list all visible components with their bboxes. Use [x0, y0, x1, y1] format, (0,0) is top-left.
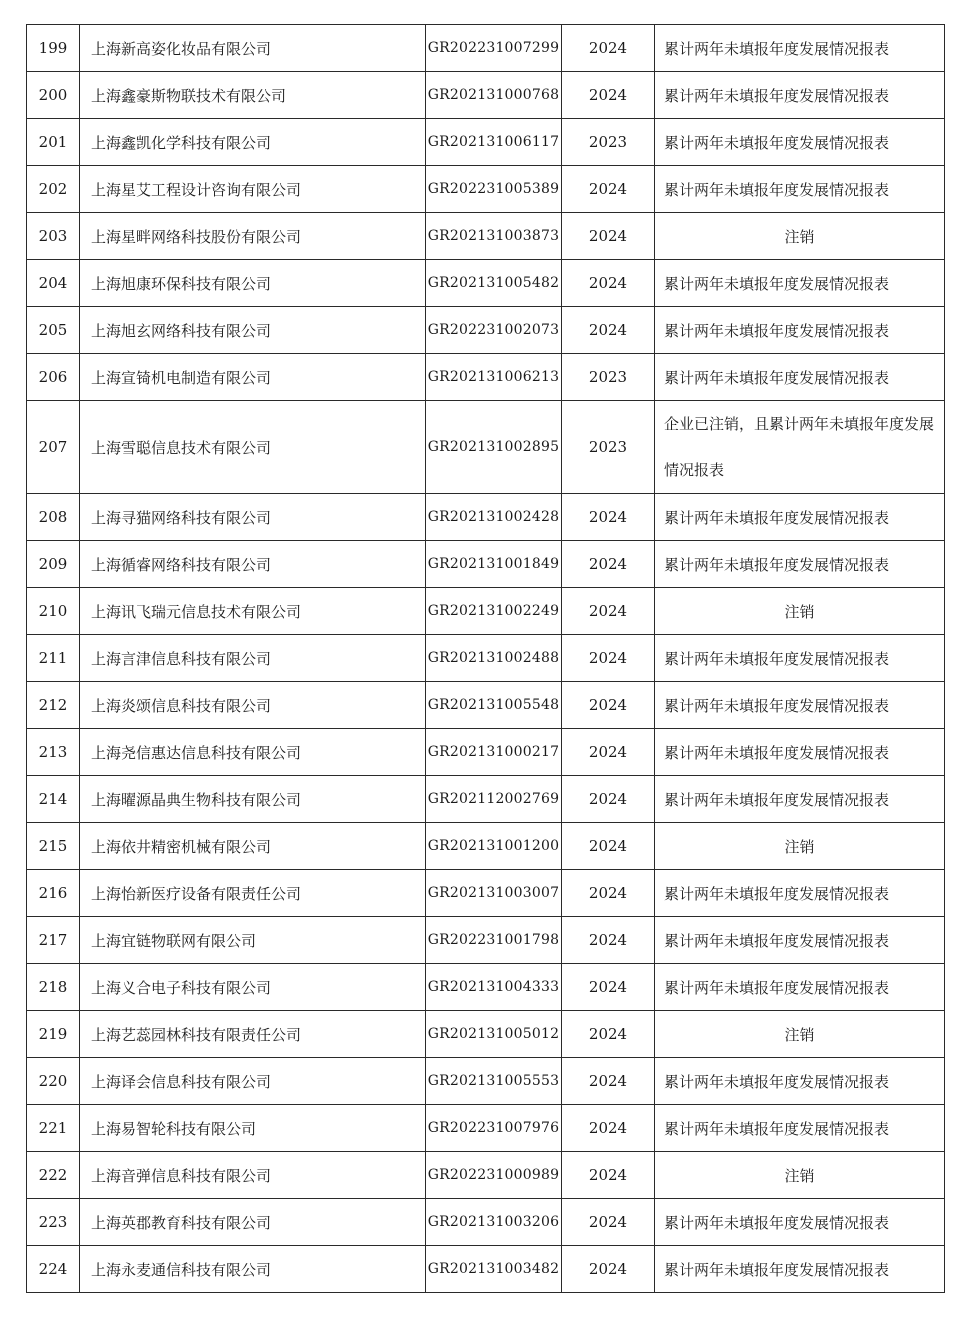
reason: 累计两年未填报年度发展情况报表: [655, 917, 945, 964]
year: 2024: [562, 823, 655, 870]
table-row: [27, 166, 945, 213]
company-name: 上海英郡教育科技有限公司: [80, 1199, 426, 1246]
year: 2024: [562, 1058, 655, 1105]
year: 2024: [562, 870, 655, 917]
reason: 累计两年未填报年度发展情况报表: [655, 964, 945, 1011]
row-number: 203: [27, 213, 80, 260]
table-row: [27, 870, 945, 917]
year: 2024: [562, 25, 655, 72]
document-page: [26, 24, 944, 1293]
reason: 累计两年未填报年度发展情况报表: [655, 635, 945, 682]
table-row: [27, 354, 945, 401]
reason: 累计两年未填报年度发展情况报表: [655, 494, 945, 541]
reason: 注销: [655, 1011, 945, 1058]
company-name: 上海宜链物联网有限公司: [80, 917, 426, 964]
company-name: 上海旭康环保科技有限公司: [80, 260, 426, 307]
table-row: [27, 494, 945, 541]
company-name: 上海星艾工程设计咨询有限公司: [80, 166, 426, 213]
row-number: 214: [27, 776, 80, 823]
year: 2024: [562, 541, 655, 588]
year: 2024: [562, 1011, 655, 1058]
row-number: 215: [27, 823, 80, 870]
row-number: 220: [27, 1058, 80, 1105]
row-number: 211: [27, 635, 80, 682]
certificate-number: GR202131004333: [426, 964, 562, 1011]
certificate-number: GR202112002769: [426, 776, 562, 823]
row-number: 212: [27, 682, 80, 729]
reason: 累计两年未填报年度发展情况报表: [655, 1246, 945, 1293]
reason: 企业已注销，且累计两年未填报年度发展情况报表: [655, 401, 945, 494]
table-row: [27, 588, 945, 635]
row-number: 205: [27, 307, 80, 354]
reason: 注销: [655, 823, 945, 870]
year: 2024: [562, 729, 655, 776]
table-row: [27, 119, 945, 166]
reason: 累计两年未填报年度发展情况报表: [655, 682, 945, 729]
reason: 注销: [655, 588, 945, 635]
row-number: 218: [27, 964, 80, 1011]
certificate-number: GR202131003482: [426, 1246, 562, 1293]
certificate-number: GR202231002073: [426, 307, 562, 354]
table-row: [27, 964, 945, 1011]
year: 2024: [562, 213, 655, 260]
reason: 累计两年未填报年度发展情况报表: [655, 354, 945, 401]
reason: 注销: [655, 1152, 945, 1199]
year: 2024: [562, 166, 655, 213]
certificate-number: GR202131005012: [426, 1011, 562, 1058]
year: 2024: [562, 1152, 655, 1199]
company-name: 上海炎颂信息科技有限公司: [80, 682, 426, 729]
company-name: 上海宣锜机电制造有限公司: [80, 354, 426, 401]
year: 2023: [562, 401, 655, 494]
company-name: 上海易智轮科技有限公司: [80, 1105, 426, 1152]
row-number: 207: [27, 401, 80, 494]
company-name: 上海寻猫网络科技有限公司: [80, 494, 426, 541]
year: 2024: [562, 1199, 655, 1246]
certificate-number: GR202131006117: [426, 119, 562, 166]
table-row: [27, 401, 945, 494]
year: 2024: [562, 1105, 655, 1152]
year: 2024: [562, 682, 655, 729]
company-name: 上海讯飞瑞元信息技术有限公司: [80, 588, 426, 635]
certificate-number: GR202131005548: [426, 682, 562, 729]
certificate-number: GR202131001200: [426, 823, 562, 870]
reason: 累计两年未填报年度发展情况报表: [655, 119, 945, 166]
year: 2024: [562, 260, 655, 307]
certificate-number: GR202131003206: [426, 1199, 562, 1246]
table-row: [27, 635, 945, 682]
row-number: 199: [27, 25, 80, 72]
row-number: 222: [27, 1152, 80, 1199]
table-row: [27, 260, 945, 307]
row-number: 204: [27, 260, 80, 307]
table-row: [27, 729, 945, 776]
company-name: 上海依井精密机械有限公司: [80, 823, 426, 870]
certificate-number: GR202131001849: [426, 541, 562, 588]
certificate-number: GR202231005389: [426, 166, 562, 213]
reason: 累计两年未填报年度发展情况报表: [655, 1199, 945, 1246]
year: 2024: [562, 917, 655, 964]
table-row: [27, 1011, 945, 1058]
table-row: [27, 682, 945, 729]
reason: 注销: [655, 213, 945, 260]
row-number: 217: [27, 917, 80, 964]
company-name: 上海怡新医疗设备有限责任公司: [80, 870, 426, 917]
certificate-number: GR202131002895: [426, 401, 562, 494]
certificate-number: GR202131000768: [426, 72, 562, 119]
reason: 累计两年未填报年度发展情况报表: [655, 72, 945, 119]
reason: 累计两年未填报年度发展情况报表: [655, 1105, 945, 1152]
year: 2024: [562, 588, 655, 635]
year: 2024: [562, 307, 655, 354]
certificate-number: GR202231007299: [426, 25, 562, 72]
certificate-number: GR202131002488: [426, 635, 562, 682]
company-name: 上海尧信惠达信息科技有限公司: [80, 729, 426, 776]
table-row: [27, 1105, 945, 1152]
company-name: 上海言津信息科技有限公司: [80, 635, 426, 682]
year: 2024: [562, 494, 655, 541]
reason: 累计两年未填报年度发展情况报表: [655, 870, 945, 917]
certificate-number: GR202131005482: [426, 260, 562, 307]
company-name: 上海曜源晶典生物科技有限公司: [80, 776, 426, 823]
row-number: 221: [27, 1105, 80, 1152]
table-row: [27, 541, 945, 588]
reason: 累计两年未填报年度发展情况报表: [655, 166, 945, 213]
row-number: 201: [27, 119, 80, 166]
table-row: [27, 823, 945, 870]
table-row: [27, 25, 945, 72]
row-number: 208: [27, 494, 80, 541]
row-number: 219: [27, 1011, 80, 1058]
certificate-number: GR202131000217: [426, 729, 562, 776]
row-number: 202: [27, 166, 80, 213]
reason: 累计两年未填报年度发展情况报表: [655, 307, 945, 354]
certificate-number: GR202231007976: [426, 1105, 562, 1152]
certificate-number: GR202131005553: [426, 1058, 562, 1105]
company-name: 上海雪聪信息技术有限公司: [80, 401, 426, 494]
table-row: [27, 307, 945, 354]
reason: 累计两年未填报年度发展情况报表: [655, 776, 945, 823]
table-row: [27, 1199, 945, 1246]
row-number: 216: [27, 870, 80, 917]
company-name: 上海星畔网络科技股份有限公司: [80, 213, 426, 260]
year: 2024: [562, 776, 655, 823]
company-name: 上海永麦通信科技有限公司: [80, 1246, 426, 1293]
company-name: 上海艺蕊园林科技有限责任公司: [80, 1011, 426, 1058]
year: 2024: [562, 1246, 655, 1293]
row-number: 213: [27, 729, 80, 776]
company-name: 上海译会信息科技有限公司: [80, 1058, 426, 1105]
row-number: 223: [27, 1199, 80, 1246]
reason: 累计两年未填报年度发展情况报表: [655, 1058, 945, 1105]
company-name: 上海音弹信息科技有限公司: [80, 1152, 426, 1199]
company-name: 上海鑫豪斯物联技术有限公司: [80, 72, 426, 119]
table-row: [27, 1152, 945, 1199]
year: 2024: [562, 635, 655, 682]
row-number: 224: [27, 1246, 80, 1293]
table-row: [27, 1058, 945, 1105]
year: 2023: [562, 119, 655, 166]
table-row: [27, 917, 945, 964]
table-row: [27, 72, 945, 119]
table-row: [27, 776, 945, 823]
year: 2024: [562, 964, 655, 1011]
certificate-number: GR202231001798: [426, 917, 562, 964]
certificate-number: GR202131002428: [426, 494, 562, 541]
row-number: 206: [27, 354, 80, 401]
certificate-number: GR202131006213: [426, 354, 562, 401]
row-number: 200: [27, 72, 80, 119]
table-row: [27, 213, 945, 260]
reason: 累计两年未填报年度发展情况报表: [655, 25, 945, 72]
year: 2023: [562, 354, 655, 401]
reason: 累计两年未填报年度发展情况报表: [655, 541, 945, 588]
row-number: 209: [27, 541, 80, 588]
reason: 累计两年未填报年度发展情况报表: [655, 729, 945, 776]
table-row: [27, 1246, 945, 1293]
enterprise-list-table: [26, 24, 945, 1293]
certificate-number: GR202131003007: [426, 870, 562, 917]
certificate-number: GR202131002249: [426, 588, 562, 635]
company-name: 上海循睿网络科技有限公司: [80, 541, 426, 588]
certificate-number: GR202231000989: [426, 1152, 562, 1199]
company-name: 上海鑫凯化学科技有限公司: [80, 119, 426, 166]
certificate-number: GR202131003873: [426, 213, 562, 260]
year: 2024: [562, 72, 655, 119]
company-name: 上海新高姿化妆品有限公司: [80, 25, 426, 72]
row-number: 210: [27, 588, 80, 635]
company-name: 上海义合电子科技有限公司: [80, 964, 426, 1011]
reason: 累计两年未填报年度发展情况报表: [655, 260, 945, 307]
company-name: 上海旭玄网络科技有限公司: [80, 307, 426, 354]
